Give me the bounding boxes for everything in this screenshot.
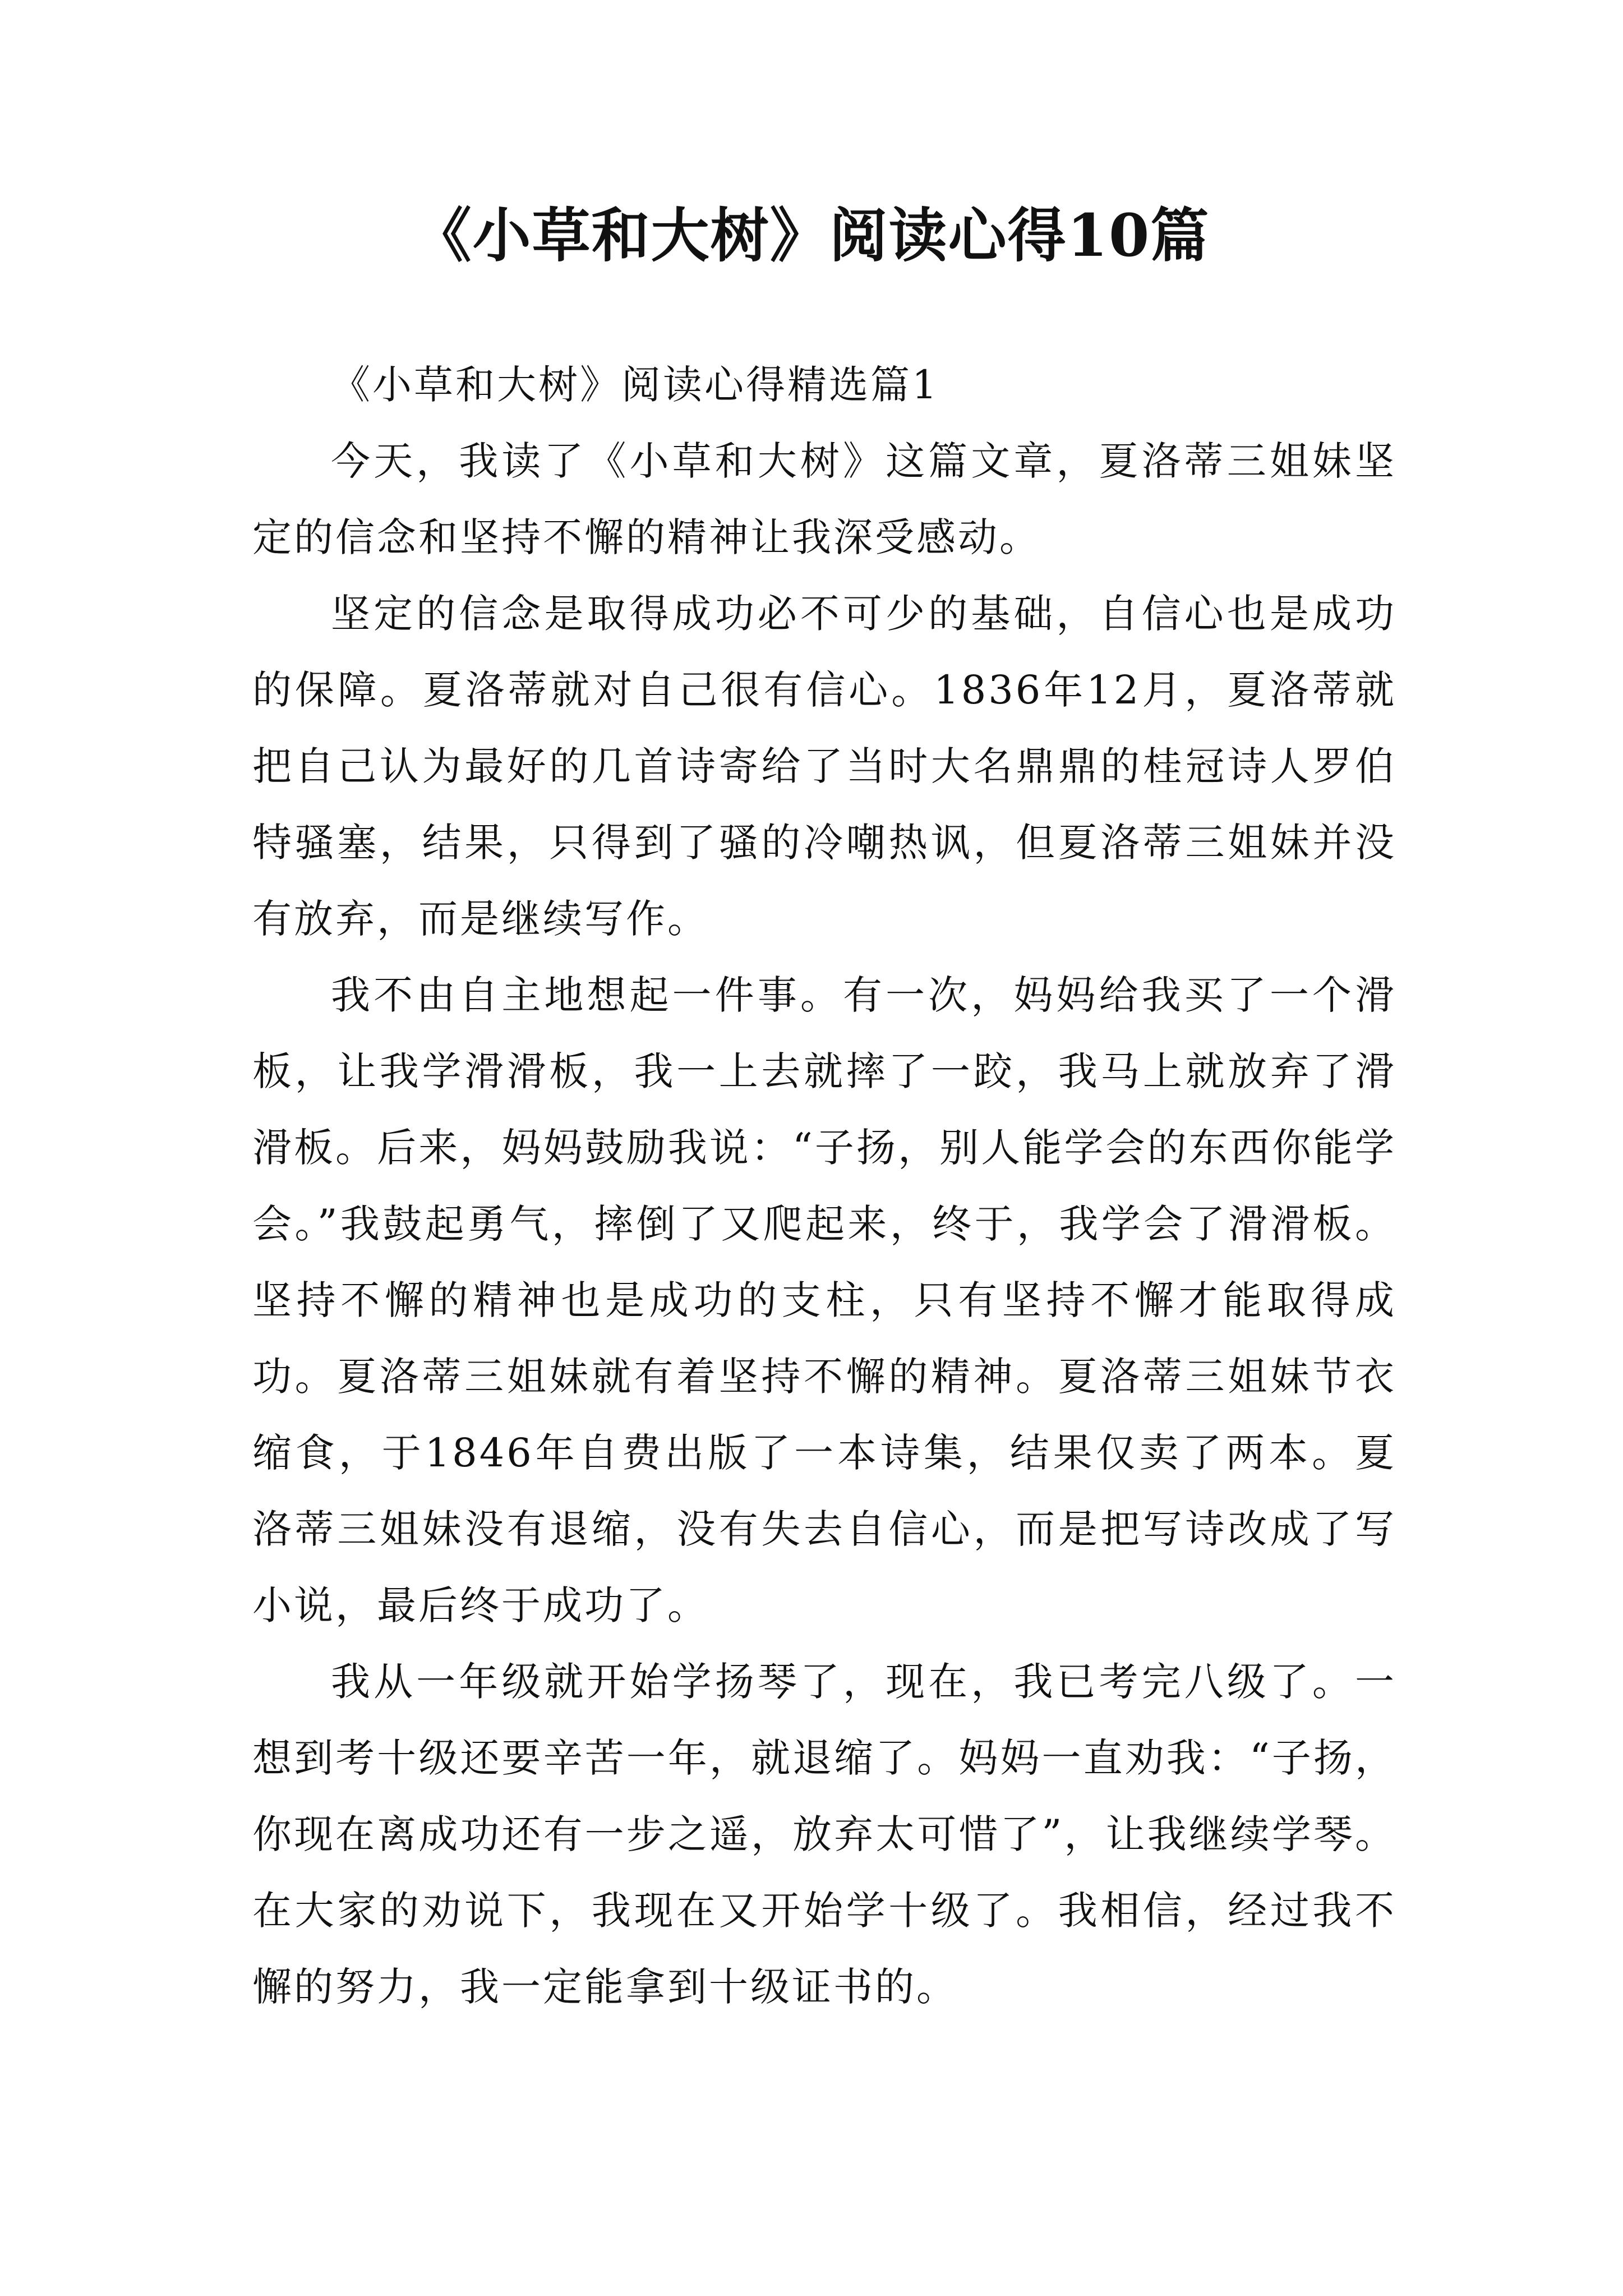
paragraph: 今天，我读了《小草和大树》这篇文章，夏洛蒂三姐妹坚定的信念和坚持不懈的精神让我深受感动。 (252, 438, 1396, 560)
document-title: 《小草和大树》阅读心得10篇 (413, 201, 1210, 270)
paragraph: 坚定的信念是取得成功必不可少的基础，自信心也是成功的保障。夏洛蒂就对自己很有信心。1836年12月，夏洛蒂就把自己认为最好的几首诗寄给了当时大名鼎鼎的桂冠诗人罗伯特骚塞，结果，只得到了骚的冷嘲热讽，但夏洛蒂三姐妹并没有放弃，而是继续写作。 (252, 591, 1396, 942)
document-body (252, 347, 1396, 2025)
section-heading: 《小草和大树》阅读心得精选篇1 (331, 362, 939, 408)
paragraph: 我从一年级就开始学扬琴了，现在，我已考完八级了。一想到考十级还要辛苦一年，就退缩了。妈妈一直劝我：“子扬，你现在离成功还有一步之遥，放弃太可惜了”，让我继续学琴。在大家的劝说下，我现在又开始学十级了。我相信，经过我不懈的努力，我一定能拿到十级证书的。 (252, 1659, 1396, 2010)
paragraph: 我不由自主地想起一件事。有一次，妈妈给我买了一个滑板，让我学滑滑板，我一上去就摔了一跤，我马上就放弃了滑滑板。后来，妈妈鼓励我说：“子扬，别人能学会的东西你能学会。”我鼓起勇气，摔倒了又爬起来，终于，我学会了滑滑板。坚持不懈的精神也是成功的支柱，只有坚持不懈才能取得成功。夏洛蒂三姐妹就有着坚持不懈的精神。夏洛蒂三姐妹节衣缩食，于1846年自费出版了一本诗集，结果仅卖了两本。夏洛蒂三姐妹没有退缩，没有失去自信心，而是把写诗改成了写小说，最后终于成功了。 (252, 972, 1396, 1628)
